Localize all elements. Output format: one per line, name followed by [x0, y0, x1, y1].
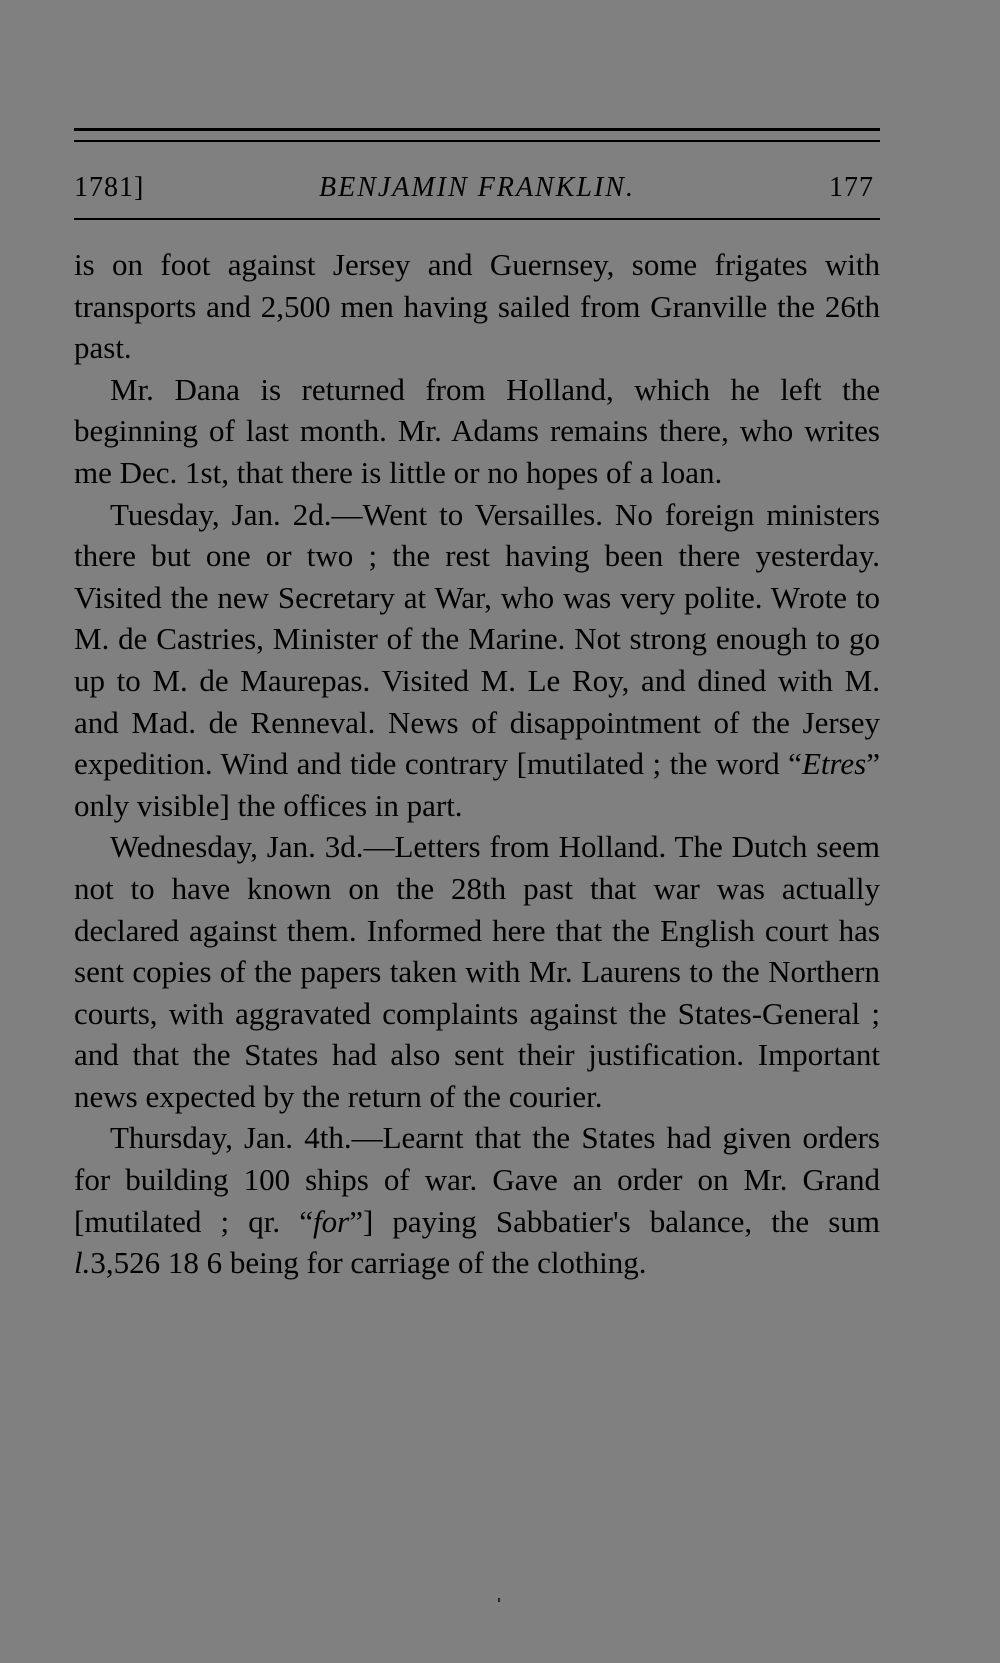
paragraph-thursday: Thursday, Jan. 4th.—Learnt that the States had given orders for building 100 ships of war. Gave an order on Mr. Grand [mutilated ; qr. “for”] paying Sabbatier's balance, the sum l.3,526 18 6 being for carriage of the clothing. [74, 1120, 880, 1281]
top-rule-thin [74, 140, 880, 142]
book-page [74, 0, 880, 1663]
italic-for: for [313, 1203, 350, 1239]
paragraph-continued: is on foot against Jersey and Guernsey, some frigates with transports and 2,500 men having sailed from Granville the 26th past. [74, 247, 880, 366]
running-head [74, 168, 880, 208]
body-text [74, 244, 880, 1284]
running-head-year: 1781] [74, 172, 145, 203]
italic-etres: Etres [801, 746, 867, 782]
printer-mark [498, 1598, 500, 1602]
paragraph-tuesday: Tuesday, Jan. 2d.—Went to Versailles. No foreign ministers there but one or two ; the rest having been there yesterday. Visited the new Secretary at War, who was very polite. Wrote to M. de Castries, Minister of the Marine. Not strong enough to go up to M. de Maurepas. Visited M. Le Roy, and dined with M. and Mad. de Renneval. News of disappointment of the Jersey expedition. Wind and tide contrary [mutilated ; the word “Etres” only visible] the offices in part. [74, 496, 880, 823]
page-number: 177 [829, 172, 874, 203]
top-rule-thick [74, 128, 880, 131]
italic-pound-sign: l. [74, 1245, 91, 1281]
head-rule [74, 218, 880, 220]
running-head-title: BENJAMIN FRANKLIN. [319, 172, 635, 203]
paragraph-dana: Mr. Dana is returned from Holland, which he left the beginning of last month. Mr. Adams remains there, who writes me Dec. 1st, that there is little or no hopes of a loan. [74, 371, 880, 490]
paragraph-wednesday: Wednesday, Jan. 3d.—Letters from Holland. The Dutch seem not to have known on the 28th past that war was actually declared against them. Informed here that the English court has sent copies of the papers taken with Mr. Laurens to the Northern courts, with aggravated complaints against the States-General ; and that the States had also sent their justification. Important news expected by the return of the courier. [74, 829, 880, 1114]
